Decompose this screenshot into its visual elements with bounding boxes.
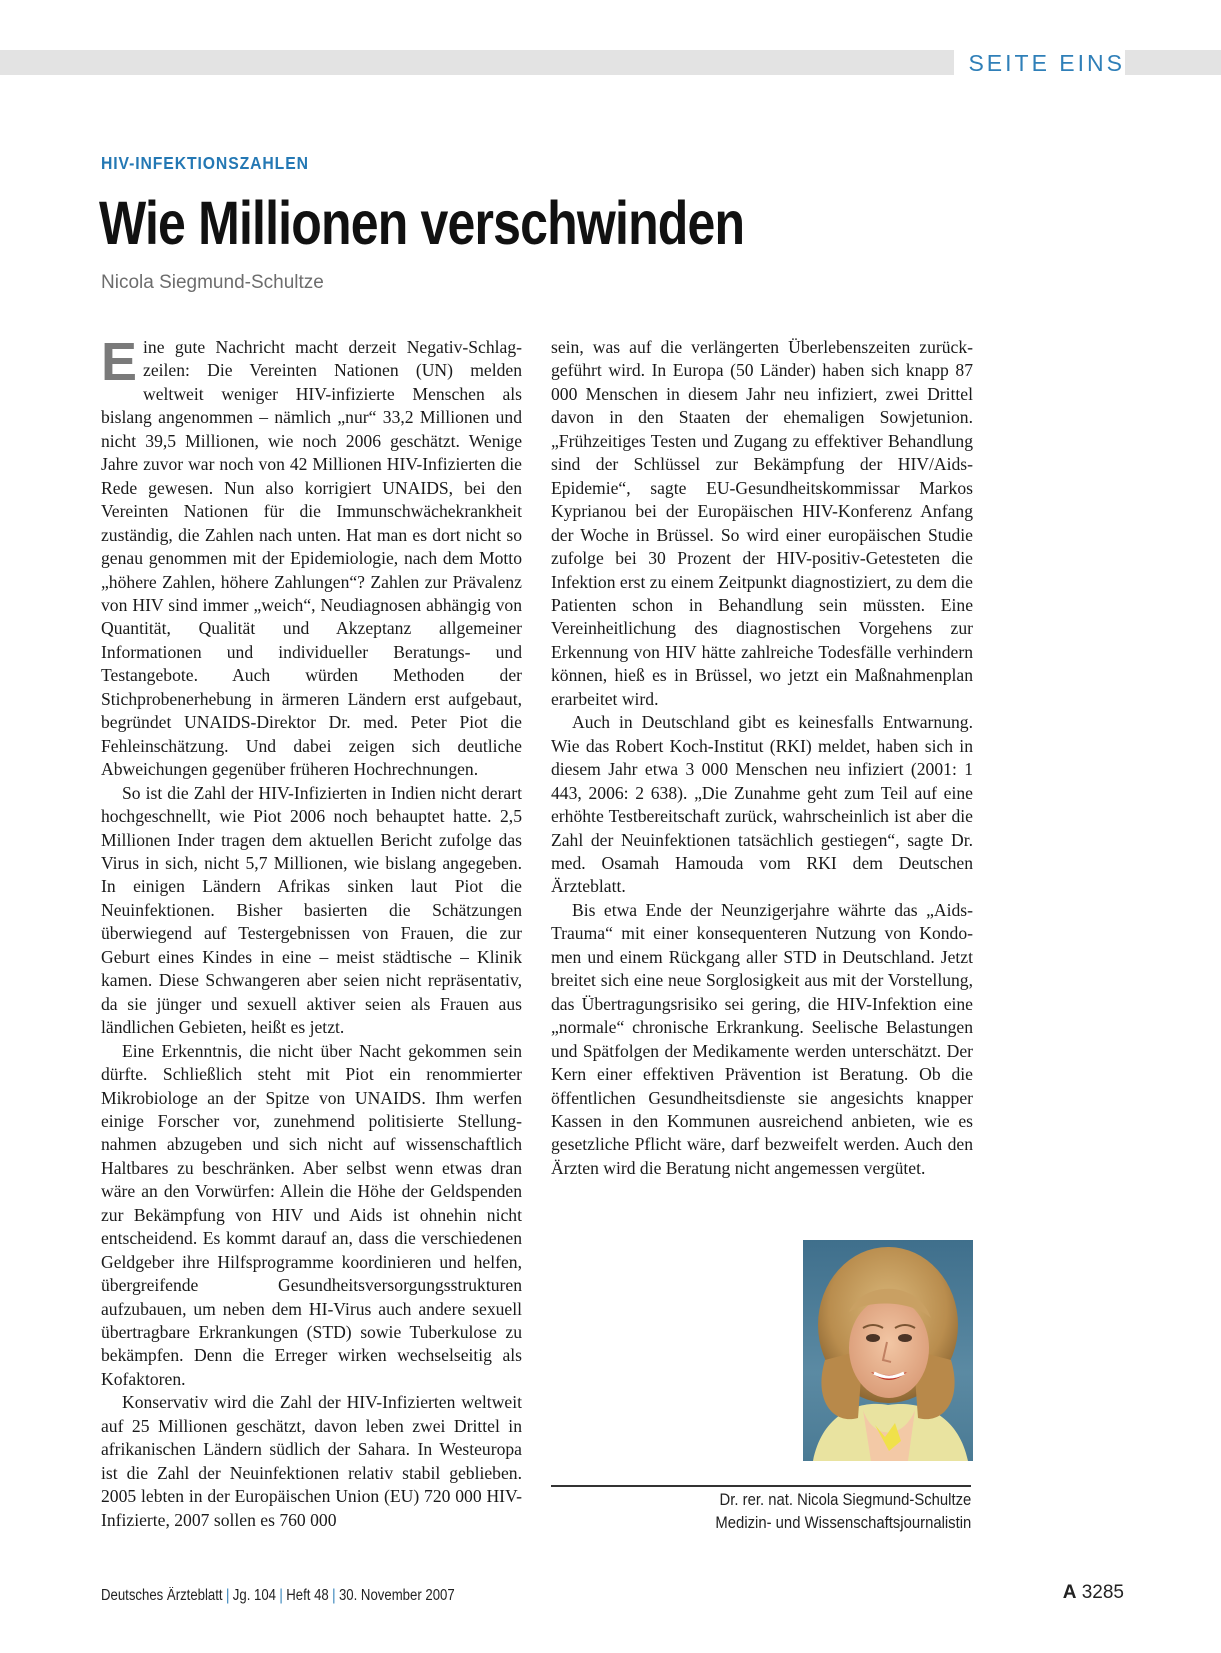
paragraph: Bis etwa Ende der Neunzigerjahre währte das „Aids-Trauma“ mit einer konsequenteren Nutzung von Kondomen und einem Rückgang aller STD in Deutschland. Jetzt breitet sich eine neue Sorglosigkeit aus mit der Vorstellung, das Übertragungsrisiko sei gering, die HIV-Infektion eine „normale“ chronische Erkrankung. Seelische Belastungen und Spätfolgen der Medikamente werden unterschätzt. Der Kern einer effektiven Prävention ist Beratung. Ob die öffentlichen Gesundheitsdienste sie angesichts knapper Kassen in den Kommunen ausreichend anbieten, wie es gesetzliche Pflicht wäre, darf bezweifelt werden. Auch den Ärzten wird die Beratung nicht angemessen vergütet. — [551, 899, 973, 1178]
caption-name: Dr. rer. nat. Nicola Siegmund-Schultze — [719, 1491, 971, 1509]
caption-rule — [551, 1485, 971, 1487]
footer-date: 30. November 2007 — [338, 1587, 455, 1604]
paragraph: Konservativ wird die Zahl der HIV-Infizierten weltweit auf 25 Millionen geschätzt, davon leben zwei Drittel in afrikanischen Ländern südlich der Sahara. In Westeuropa ist die Zahl der Neuinfektionen relativ stabil geblieben. 2005 lebten in der Europäischen Union (EU) 720 000 HIV-Infizierte, 2007 sollen es 760 000 — [101, 1392, 522, 1530]
footer-issue: Heft 48 — [286, 1587, 329, 1604]
author-caption — [715, 1489, 971, 1535]
left-column — [101, 332, 522, 1532]
drop-cap: E — [101, 332, 138, 392]
article-title: Wie Millionen verschwinden — [99, 189, 745, 257]
caption-role: Medizin- und Wissenschaftsjournalistin — [715, 1514, 971, 1532]
author-portrait — [803, 1240, 973, 1461]
paragraph-text: ine gute Nachricht macht derzeit Negativ-Schlagzeilen: Die Vereinten Nationen (UN) melden weltweit weniger HIV-infizierte Menschen als bislang angenommen – nämlich „nur“ 33,2 Millionen und nicht 39,5 Millionen, wie noch 2006 geschätzt. Wenige Jahre zuvor war noch von 42 Millionen HIV-Infizierten die Rede gewesen. Nun also korrigiert UNAIDS, bei den Vereinten Nationen für die Immunschwächekrankheit zuständig, die Zahlen nach unten. Hat man es dort nicht so genau genommen mit der Epidemiologie, nach dem Motto „höhere Zahlen, höhere Zahlungen“? Zahlen zur Prävalenz von HIV sind immer „weich“, Neudiagnosen abhängig von Quantität, Qualität und Akzeptanz allgemeiner Informationen und individueller Beratungs- und Testangebote. Auch würden Methoden der Stichprobenerhebung in ärmeren Ländern erst aufgebaut, begründet UNAIDS-Direktor Dr. med. Peter Piot die Fehleinschätzung. Und dabei zeigen sich deutliche Abweichungen gegenüber früheren Hochrechnungen. — [101, 337, 522, 780]
article-author: Nicola Siegmund-Schultze — [101, 272, 324, 293]
footer-volume: Jg. 104 — [232, 1587, 277, 1604]
paragraph: Auch in Deutschland gibt es keinesfalls Entwarnung. Wie das Robert Koch-Institut (RKI) meldet, haben sich in diesem Jahr etwa 3 000 Menschen neu infiziert (2001: 1 443, 2006: 2 638). „Die Zunahme geht zum Teil auf eine erhöhte Testbereitschaft zurück, wahrscheinlich ist aber die Zahl der Neuinfektionen tatsächlich gestiegen“, sagte Dr. med. Osamah Hamouda vom RKI dem Deutschen Ärzteblatt. — [551, 712, 973, 897]
page-number-value: 3285 — [1081, 1582, 1124, 1603]
article-kicker: HIV-INFEKTIONSZAHLEN — [101, 153, 309, 173]
page-footer — [101, 1587, 455, 1605]
page-number — [1063, 1582, 1124, 1604]
footer-separator: | — [332, 1587, 336, 1604]
paragraph — [101, 332, 522, 782]
paragraph: So ist die Zahl der HIV-Infizierten in Indien nicht derart hochgeschnellt, wie Piot 2006 noch behauptet hatte. 2,5 Millionen Inder tragen dem aktuellen Bericht zufolge das Virus in sich, nicht 5,7 Millionen, wie bislang angegeben. In einigen Ländern Afrikas sinken laut Piot die Neuinfektionen. Bisher basierten die Schätzungen überwiegend auf Testergebnissen von Frauen, die zur Geburt eines Kindes in eine – meist städtische – Klinik kamen. Diese Schwangeren aber seien nicht repräsentativ, da sie jünger und sexuell aktiver seien als Frauen aus ländlichen Gebieten, heißt es jetzt. — [101, 782, 522, 1038]
footer-separator: | — [279, 1587, 283, 1604]
paragraph: Eine Erkenntnis, die nicht über Nacht gekommen sein dürfte. Schließlich steht mit Piot ein renommierter Mikrobiologe an der Spitze von UNAIDS. Ihm werfen einige Forscher vor, zunehmend politisierte Stellungnahmen abzugeben und sich nicht auf wissenschaftlich Haltbares zu beschränken. Aber selbst wenn etwas dran wäre an den Vorwürfen: Allein die Höhe der Geldspenden zur Bekämpfung von HIV und Aids ist ohnehin nicht entscheidend. Es kommt darauf an, dass die verschiedenen Geldgeber ihre Hilfsprogramme koordinieren und helfen, übergreifende Gesundheitsversorgungsstrukturen aufzubauen, um neben dem HI-Virus auch andere sexuell übertragbare Erkrankungen (STD) sowie Tuberkulose zu bekämpfen. Denn die Erreger wirken wechselseitig als Kofaktoren. — [101, 1040, 522, 1389]
footer-separator: | — [225, 1587, 230, 1604]
page-prefix: A — [1062, 1582, 1077, 1603]
footer-journal: Deutsches Ärzteblatt — [101, 1587, 223, 1604]
section-label: SEITE EINS — [954, 48, 1125, 78]
paragraph: sein, was auf die verlängerten Überlebenszeiten zurückgeführt wird. In Europa (50 Länder) haben sich knapp 87 000 Menschen in diesem Jahr neu infiziert, zwei Drittel davon in den Staaten der ehemaligen Sowjetunion. „Frühzeitiges Testen und Zugang zu effektiver Behandlung sind der Schlüssel zur Bekämpfung der HIV/Aids-Epidemie“, sagte EU-Gesundheitskommissar Markos Kyprianou bei der Europäischen HIV-Konferenz Anfang der Woche in Brüssel. So wird einer europäischen Studie zufolge bei 30 Prozent der HIV-positiv-Getesteten die Infektion erst zu einem Zeitpunkt diagnostiziert, zu dem die Patienten schon in Behandlung sein müssten. Eine Vereinheitlichung des diagnostischen Vorgehens zur Erkennung von HIV hätte zahlreiche Todesfälle verhindern können, hieß es in Brüssel, wo jetzt ein Maßnahmenplan erarbeitet wird. — [551, 337, 973, 709]
right-column — [551, 336, 973, 1180]
